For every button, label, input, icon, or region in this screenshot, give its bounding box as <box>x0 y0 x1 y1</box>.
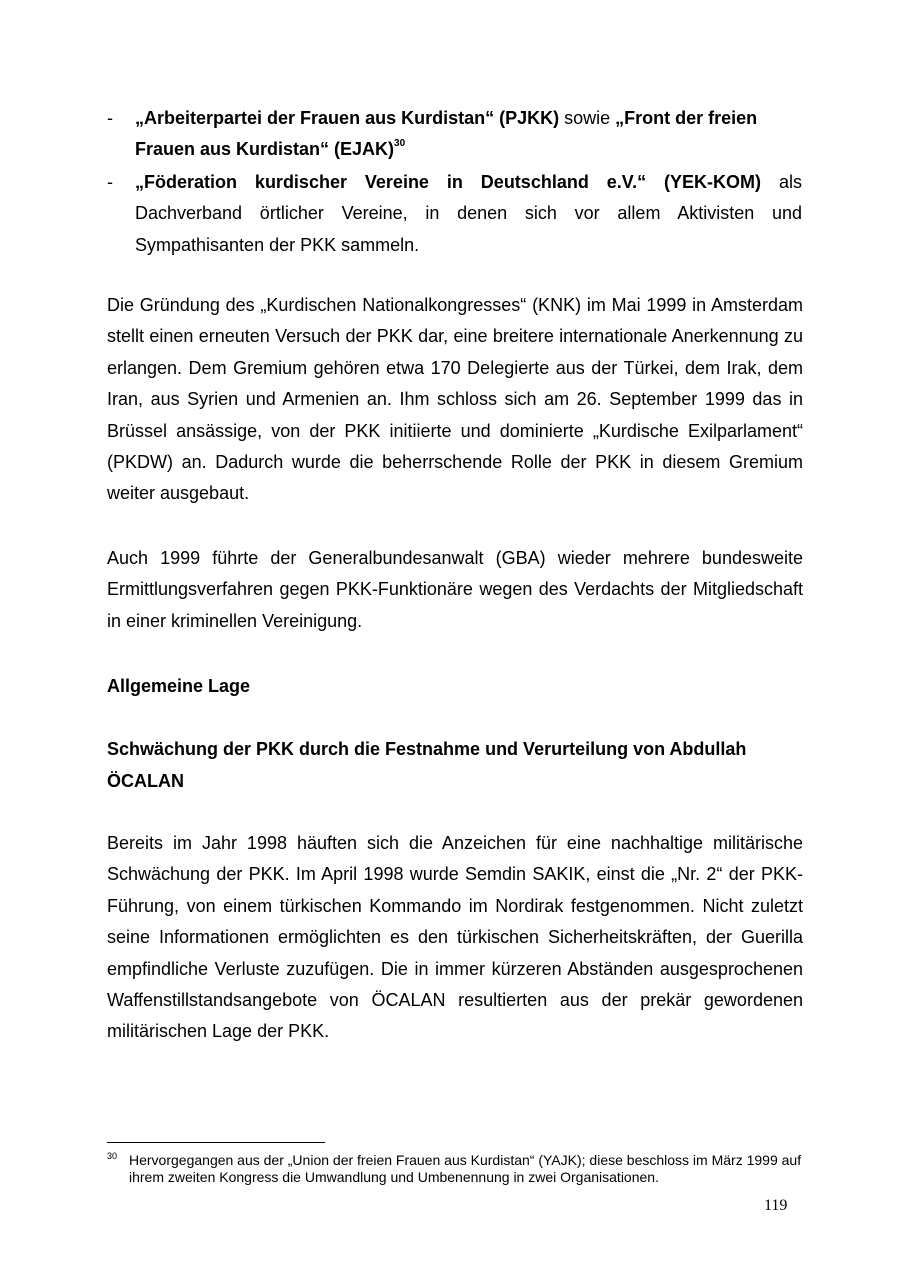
section-heading: Schwächung der PKK durch die Festnahme und Verurteilung von Abdullah ÖCALAN <box>107 739 747 791</box>
paragraph-gba: Auch 1999 führte der Generalbundesanwalt (GBA) wieder mehrere bundesweite Ermittlungsverfahren gegen PKK-Funktionäre wegen des Verdachts der Mitgliedschaft in einer kriminellen Vereinigung. <box>107 548 803 631</box>
footnote-text: Hervorgegangen aus der „Union der freien Frauen aus Kurdistan“ (YAJK); diese beschloss im März 1999 auf ihrem zweiten Kongress die Umwandlung und Umbenennung in zwei Organisationen. <box>129 1152 802 1185</box>
footnote <box>107 1152 807 1186</box>
org-name-ejak: „Front der freien Frauen aus Kurdistan“ (EJAK) <box>135 108 758 160</box>
bullet-text <box>135 103 802 166</box>
bullet-text <box>135 167 802 261</box>
bullet-item-yek-kom <box>107 167 802 261</box>
footnote-number: 30 <box>107 1151 118 1161</box>
bullet-description: als Dachverband örtlicher Vereine, in denen sich vor allem Aktivisten und Sympathisanten der PKK sammeln. <box>135 172 802 255</box>
bullet-dash: - <box>107 108 113 128</box>
footnote-reference[interactable]: 30 <box>394 138 406 150</box>
org-name-pjkk: „Arbeiterpartei der Frauen aus Kurdistan“ (PJKK) <box>135 108 560 128</box>
connector-text: sowie <box>559 108 616 128</box>
org-name-yek-kom: „Föderation kurdischer Vereine in Deutschland e.V.“ (YEK-KOM) <box>135 172 762 192</box>
bullet-item-pjkk-ejak <box>107 103 802 166</box>
bullet-dash: - <box>107 172 113 192</box>
page-number: 119 <box>764 1197 788 1214</box>
heading-general-situation: Allgemeine Lage <box>107 676 251 696</box>
paragraph-knk: Die Gründung des „Kurdischen Nationalkongresses“ (KNK) im Mai 1999 in Amsterdam stellt einen erneuten Versuch der PKK dar, eine breitere internationale Anerkennung zu erlangen. Dem Gremium gehören etwa 170 Delegierte aus der Türkei, dem Irak, dem Iran, aus Syrien und Armenien an. Ihm schloss sich am 26. September 1999 das in Brüssel ansässige, von der PKK initiierte und dominierte „Kurdische Exilparlament“ (PKDW) an. Dadurch wurde die beherrschende Rolle der PKK in diesem Gremium weiter ausgebaut. <box>107 295 803 504</box>
paragraph-weakening: Bereits im Jahr 1998 häuften sich die Anzeichen für eine nachhaltige militärische Schwächung der PKK. Im April 1998 wurde Semdin SAKIK, einst die „Nr. 2“ der PKK-Führung, von einem türkischen Kommando im Nordirak festgenommen. Nicht zuletzt seine Informationen ermöglichten es den türkischen Sicherheitskräften, der Guerilla empfindliche Verluste zuzufügen. Die in immer kürzeren Abständen ausgesprochenen Waffenstillstandsangebote von ÖCALAN resultierten aus der prekär gewordenen militärischen Lage der PKK. <box>107 833 803 1042</box>
footnote-divider <box>107 1142 325 1143</box>
